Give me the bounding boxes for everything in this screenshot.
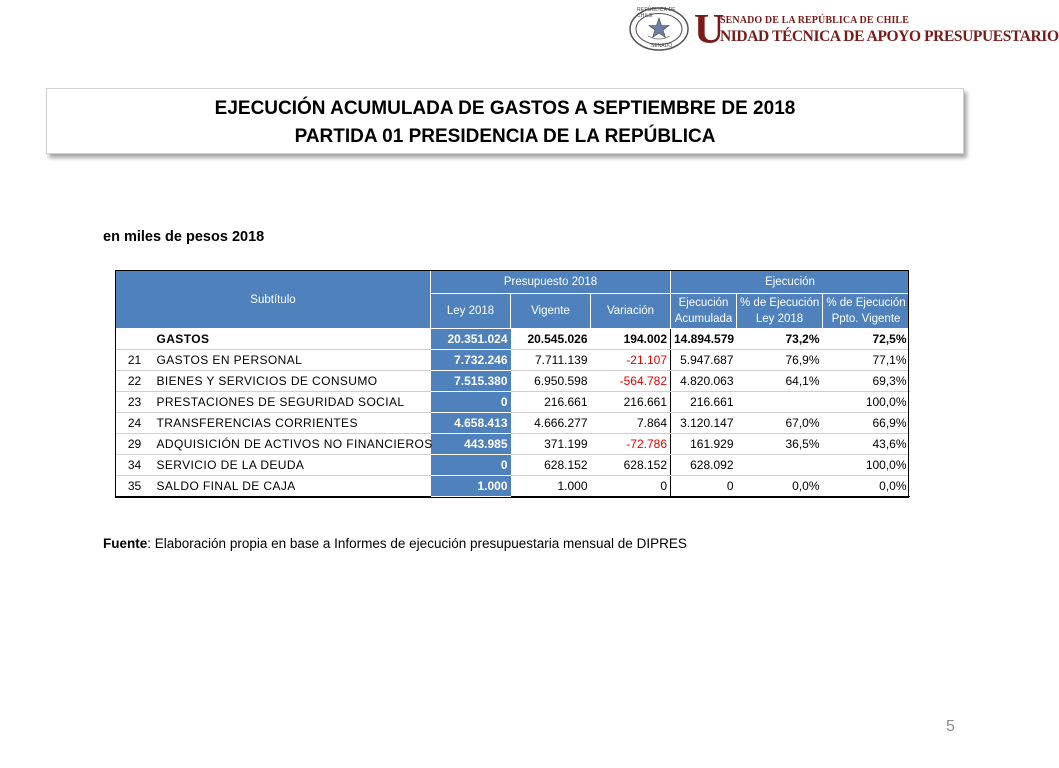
row-pct-vigente: 66,9%	[823, 413, 910, 434]
row-vigente: 371.199	[511, 434, 591, 455]
row-variacion: -72.786	[591, 434, 671, 455]
header-vigente: Vigente	[511, 294, 591, 329]
header-variacion: Variación	[591, 294, 671, 329]
budget-table	[115, 270, 910, 497]
row-ley: 0	[431, 392, 511, 413]
row-code: 23	[116, 392, 154, 413]
row-name: TRANSFERENCIAS CORRIENTES	[154, 413, 431, 434]
seal-top-text: REPÚBLICA DE CHILE	[637, 7, 676, 19]
row-vigente: 628.152	[511, 455, 591, 476]
header-pct-vigente: % de Ejecución Ppto. Vigente	[823, 294, 910, 329]
source-text: : Elaboración propia en base a Informes de ejecución presupuestaria mensual de DIPRES	[147, 536, 687, 551]
page-number: 5	[946, 718, 955, 735]
row-ejecucion: 5.947.687	[671, 350, 737, 371]
header-ley: Ley 2018	[431, 294, 511, 329]
header-pct-ley: % de Ejecución Ley 2018	[737, 294, 823, 329]
row-pct-ley: 36,5%	[737, 434, 823, 455]
row-vigente: 1.000	[511, 476, 591, 497]
row-ejecucion: 3.120.147	[671, 413, 737, 434]
row-pct-ley: 0,0%	[737, 476, 823, 497]
row-name: ADQUISICIÓN DE ACTIVOS NO FINANCIEROS	[154, 434, 431, 455]
row-ejecucion: 0	[671, 476, 737, 497]
table-row	[116, 350, 910, 371]
row-pct-ley: 76,9%	[737, 350, 823, 371]
row-name: BIENES Y SERVICIOS DE CONSUMO	[154, 371, 431, 392]
table-row	[116, 455, 910, 476]
row-ley: 4.658.413	[431, 413, 511, 434]
title-box	[46, 88, 964, 154]
table-row	[116, 476, 910, 497]
row-ley: 443.985	[431, 434, 511, 455]
row-ejecucion: 4.820.063	[671, 371, 737, 392]
row-code: 21	[116, 350, 154, 371]
row-pct-vigente: 69,3%	[823, 371, 910, 392]
row-ejecucion: 161.929	[671, 434, 737, 455]
row-code	[116, 329, 154, 350]
row-pct-vigente: 43,6%	[823, 434, 910, 455]
row-name: GASTOS	[154, 329, 431, 350]
row-variacion: -21.107	[591, 350, 671, 371]
row-ejecucion: 14.894.579	[671, 329, 737, 350]
row-pct-vigente: 77,1%	[823, 350, 910, 371]
row-ley: 0	[431, 455, 511, 476]
row-variacion: 7.864	[591, 413, 671, 434]
senado-seal-logo	[628, 6, 690, 52]
row-pct-vigente: 100,0%	[823, 392, 910, 413]
header-ejecucion-group: Ejecución	[671, 271, 910, 294]
source-note	[103, 536, 687, 551]
row-ley: 20.351.024	[431, 329, 511, 350]
row-name: SERVICIO DE LA DEUDA	[154, 455, 431, 476]
row-vigente: 4.666.277	[511, 413, 591, 434]
row-pct-ley: 64,1%	[737, 371, 823, 392]
row-variacion: 194.002	[591, 329, 671, 350]
table-row	[116, 392, 910, 413]
seal-bottom-text: SENADO	[651, 43, 673, 49]
table-row-total	[116, 329, 910, 350]
table-row	[116, 434, 910, 455]
brand-line2: NIDAD TÉCNICA DE APOYO PRESUPUESTARIO	[720, 28, 1059, 45]
row-ejecucion: 628.092	[671, 455, 737, 476]
row-vigente: 20.545.026	[511, 329, 591, 350]
row-pct-ley	[737, 455, 823, 476]
row-code: 35	[116, 476, 154, 497]
header-subtitulo: Subtítulo	[116, 271, 431, 329]
row-code: 22	[116, 371, 154, 392]
row-name: GASTOS EN PERSONAL	[154, 350, 431, 371]
title-line1: EJECUCIÓN ACUMULADA DE GASTOS A SEPTIEMBRE DE 2018	[214, 98, 796, 119]
header-presupuesto-group: Presupuesto 2018	[431, 271, 671, 294]
row-variacion: 0	[591, 476, 671, 497]
units-label: en miles de pesos 2018	[103, 229, 265, 245]
row-ejecucion: 216.661	[671, 392, 737, 413]
row-pct-vigente: 0,0%	[823, 476, 910, 497]
brand-logo	[694, 7, 1059, 53]
table-row	[116, 413, 910, 434]
header-ejecucion-acumulada: Ejecución Acumulada	[671, 294, 737, 329]
table-row	[116, 371, 910, 392]
row-variacion: 628.152	[591, 455, 671, 476]
row-pct-vigente: 72,5%	[823, 329, 910, 350]
row-vigente: 7.711.139	[511, 350, 591, 371]
source-label: Fuente	[103, 536, 148, 551]
row-variacion: 216.661	[591, 392, 671, 413]
brand-initial: U	[694, 7, 725, 53]
row-name: SALDO FINAL DE CAJA	[154, 476, 431, 497]
row-ley: 7.515.380	[431, 371, 511, 392]
row-vigente: 216.661	[511, 392, 591, 413]
row-variacion: -564.782	[591, 371, 671, 392]
row-ley: 7.732.246	[431, 350, 511, 371]
row-code: 24	[116, 413, 154, 434]
brand-line1: SENADO DE LA REPÚBLICA DE CHILE	[720, 15, 909, 26]
title-line2: PARTIDA 01 PRESIDENCIA DE LA REPÚBLICA	[294, 126, 716, 147]
row-vigente: 6.950.598	[511, 371, 591, 392]
row-name: PRESTACIONES DE SEGURIDAD SOCIAL	[154, 392, 431, 413]
row-code: 34	[116, 455, 154, 476]
row-code: 29	[116, 434, 154, 455]
row-pct-ley: 73,2%	[737, 329, 823, 350]
row-pct-ley: 67,0%	[737, 413, 823, 434]
row-pct-vigente: 100,0%	[823, 455, 910, 476]
row-pct-ley	[737, 392, 823, 413]
row-ley: 1.000	[431, 476, 511, 497]
